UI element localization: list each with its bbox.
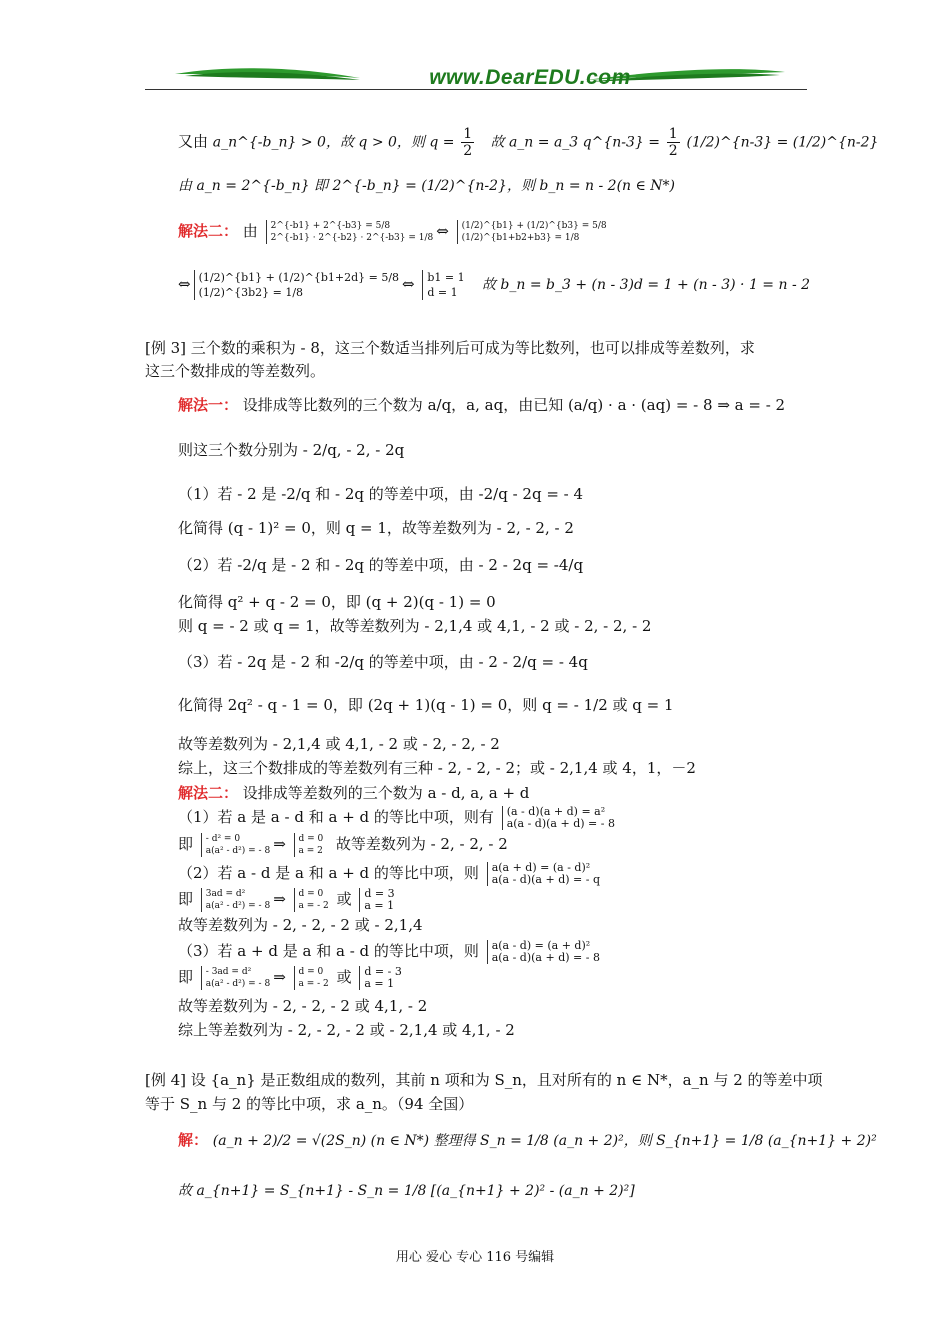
equation: a(a² - d²) = - 8 <box>205 846 271 856</box>
text: 即 <box>178 835 194 853</box>
step-line: （3）若 - 2q 是 - 2 和 -2/q 的等差中项，由 - 2 - 2/q = - 4q <box>178 653 588 671</box>
step-line: 故等差数列为 - 2, - 2, - 2 或 4,1, - 2 <box>178 997 428 1015</box>
math-expr: (a_n + 2)/2 = √(2S_n) (n ∈ N*) 整理得 S_n = 1/8 (a_n + 2)²，则 S_{n+1} = 1/8 (a_{n+1} + 2)² <box>212 1133 877 1149</box>
step-line: （1）若 - 2 是 -2/q 和 - 2q 的等差中项，由 -2/q - 2q = - 4 <box>178 485 584 503</box>
equation: 3ad = d² <box>205 889 246 899</box>
equation: a = - 2 <box>298 979 329 989</box>
method-label: 解法一： <box>178 396 239 414</box>
equation: a(a² - d²) = - 8 <box>205 979 271 989</box>
equation: (1/2)^{3b2} = 1/8 <box>198 286 304 299</box>
method1-line <box>178 395 785 415</box>
step-line: 则这三个数分别为 - 2/q, - 2, - 2q <box>178 441 405 459</box>
site-header-banner <box>145 62 807 92</box>
example4-title-cont: 等于 S_n 与 2 的等比中项，求 a_n。（94 全国） <box>145 1095 474 1113</box>
equation-system <box>359 888 394 912</box>
equation: - d² = 0 <box>205 834 241 844</box>
text: 设排成等比数列的三个数为 a/q，a, aq，由已知 (a/q) · a · (aq) = - 8 ⇒ a = - 2 <box>242 396 786 414</box>
text: （2）若 a - d 是 a 和 a + d 的等比中项，则 <box>178 864 479 882</box>
equation: d = 0 <box>298 889 324 899</box>
equation: a(a² - d²) = - 8 <box>205 901 271 911</box>
solution-line-2 <box>178 1180 635 1201</box>
equation-system <box>201 966 270 990</box>
math-expr: 故 b_n = b_3 + (n - 3)d = 1 + (n - 3) · 1 = n - 2 <box>481 277 811 293</box>
equation: (1/2)^{b1+b2+b3} = 1/8 <box>461 233 580 243</box>
equation: a = 1 <box>364 977 395 990</box>
fraction-half: $\frac{1}{2}$ <box>668 126 678 159</box>
equation: 2^{-b1} · 2^{-b2} · 2^{-b3} = 1/8 <box>270 233 434 243</box>
equation: a = - 2 <box>298 901 329 911</box>
proof-line-1 <box>178 126 878 159</box>
equation: a(a + d) = (a - d)² <box>491 861 591 874</box>
equation: a(a - d)(a + d) = - 8 <box>506 817 615 830</box>
case1-line <box>178 806 618 830</box>
equation: d = 0 <box>298 967 324 977</box>
step-line: 综上等差数列为 - 2, - 2, - 2 或 - 2,1,4 或 4,1, - 2 <box>178 1021 515 1039</box>
header-divider <box>145 89 807 90</box>
step-line: 化简得 (q - 1)² = 0，则 q = 1，故等差数列为 - 2, - 2, - 2 <box>178 519 574 537</box>
example3-title-cont: 这三个数排成的等差数列。 <box>145 362 326 380</box>
text: 由 <box>242 222 258 240</box>
example3-title: [例 3] 三个数的乘积为 - 8，这三个数适当排列后可成为等比数列，也可以排成等差数列，求 <box>145 339 755 357</box>
math-expr: 故 a_{n+1} = S_{n+1} - S_n = 1/8 [(a_{n+1} + 2)² - (a_n + 2)²] <box>178 1183 635 1199</box>
text: （3）若 a + d 是 a 和 a - d 的等比中项，则 <box>178 942 479 960</box>
equation-system <box>294 833 324 857</box>
text: 或 <box>336 890 352 908</box>
equation-system <box>457 220 607 244</box>
equation: a = 1 <box>364 899 395 912</box>
equation: 2^{-b1} + 2^{-b3} = 5/8 <box>270 221 391 231</box>
text: 即 <box>178 890 194 908</box>
proof-line-4: ⇔ (1/2)^{b1} + (1/2)^{b1+2d} = 5/8 (1/2)^{3b2} = 1/8 ⇔ b1 = 1 d = 1 故 b_n = b_3 + (n - 3)d = 1 + (n - 3) · 1 = n - 2 <box>178 271 811 299</box>
text: 即 <box>178 968 194 986</box>
step-line: 则 q = - 2 或 q = 1，故等差数列为 - 2,1,4 或 4,1, - 2 或 - 2, - 2, - 2 <box>178 617 652 635</box>
equation: (1/2)^{b1} + (1/2)^{b1+2d} = 5/8 <box>198 271 400 284</box>
equation: d = - 3 <box>364 965 402 978</box>
equation-system <box>422 270 464 300</box>
fraction-half: $\frac{1}{2}$ <box>463 126 473 159</box>
equation: a = 2 <box>298 846 323 856</box>
equation-system <box>359 966 401 990</box>
text-youyou: 又由 <box>178 132 209 151</box>
equation-system <box>201 833 270 857</box>
equation-system <box>266 220 434 244</box>
solution-line-1 <box>178 1130 877 1151</box>
case3-result: 即 - 3ad = d² a(a² - d²) = - 8 ⇒ d = 0 a = - 2 或 d = - 3 a = 1 <box>178 965 402 990</box>
math-expr: 由 a_n = 2^{-b_n} 即 2^{-b_n} = (1/2)^{n-2}，则 b_n = n - 2(n ∈ N*) <box>178 178 676 194</box>
case2-line <box>178 862 603 886</box>
equation-system <box>487 940 600 964</box>
method-label: 解法二： <box>178 222 239 240</box>
equation-system <box>201 888 270 912</box>
math-expr: 故 a_n = a_3 q^{n-3} = <box>490 134 661 151</box>
case1-result: 即 - d² = 0 a(a² - d²) = - 8 ⇒ d = 0 a = 2 故等差数列为 - 2, - 2, - 2 <box>178 834 508 856</box>
step-line: 综上，这三个数排成的等差数列有三种 - 2, - 2, - 2；或 - 2,1,4 或 4，1，－2 <box>178 759 696 777</box>
proof-line-2 <box>178 175 675 196</box>
text: （1）若 a 是 a - d 和 a + d 的等比中项，则有 <box>178 808 494 826</box>
equation: (1/2)^{b1} + (1/2)^{b3} = 5/8 <box>461 221 607 231</box>
equation: a(a - d)(a + d) = - 8 <box>491 951 600 964</box>
method-label: 解法二： <box>178 784 239 802</box>
text: 设排成等差数列的三个数为 a - d, a, a + d <box>242 784 530 802</box>
text: 或 <box>336 968 352 986</box>
step-line: 化简得 2q² - q - 1 = 0，即 (2q + 1)(q - 1) = 0，则 q = - 1/2 或 q = 1 <box>178 696 674 714</box>
method2-line <box>178 783 529 803</box>
page-footer: 用心 爱心 专心 116 号编辑 <box>395 1250 555 1265</box>
text: 故等差数列为 - 2, - 2, - 2 <box>335 835 508 853</box>
equation: d = 1 <box>427 286 458 299</box>
equation-system <box>502 806 615 830</box>
case3-line <box>178 940 603 964</box>
equation: a(a - d) = (a + d)² <box>491 939 591 952</box>
equation: b1 = 1 <box>427 271 465 284</box>
solution-label: 解： <box>178 1131 209 1149</box>
step-line: 化简得 q² + q - 2 = 0，即 (q + 2)(q - 1) = 0 <box>178 593 496 611</box>
math-expr: a_n^{-b_n} > 0，故 q > 0，则 q = <box>212 134 455 151</box>
math-expr: (1/2)^{n-3} = (1/2)^{n-2} <box>686 134 879 151</box>
equation-system <box>194 270 399 300</box>
example4-title: [例 4] 设 {a_n} 是正数组成的数列，其前 n 项和为 S_n，且对所有的 n ∈ N*，a_n 与 2 的等差中项 <box>145 1071 823 1089</box>
equation: d = 0 <box>298 834 324 844</box>
proof-line-3: 解法二： 由 2^{-b1} + 2^{-b3} = 5/8 2^{-b1} · 2^{-b2} · 2^{-b3} = 1/8 ⇔ (1/2)^{b1} + (1/2)^{b3} = 5/8 (1/2)^{b1+b2+b3} = 1/8 <box>178 221 607 243</box>
step-line: （2）若 -2/q 是 - 2 和 - 2q 的等差中项，由 - 2 - 2q = -4/q <box>178 556 584 574</box>
equation-system <box>294 966 329 990</box>
equation-system <box>487 862 600 886</box>
equation: d = 3 <box>364 887 395 900</box>
equation: - 3ad = d² <box>205 967 252 977</box>
site-logo[interactable]: www.DearEDU.com <box>429 66 631 89</box>
step-line: 故等差数列为 - 2,1,4 或 4,1, - 2 或 - 2, - 2, - 2 <box>178 735 500 753</box>
equation: a(a - d)(a + d) = - q <box>491 873 600 886</box>
equation: (a - d)(a + d) = a² <box>506 805 606 818</box>
case2-result: 即 3ad = d² a(a² - d²) = - 8 ⇒ d = 0 a = - 2 或 d = 3 a = 1 <box>178 887 395 912</box>
step-line: 故等差数列为 - 2, - 2, - 2 或 - 2,1,4 <box>178 916 423 934</box>
equation-system <box>294 888 329 912</box>
